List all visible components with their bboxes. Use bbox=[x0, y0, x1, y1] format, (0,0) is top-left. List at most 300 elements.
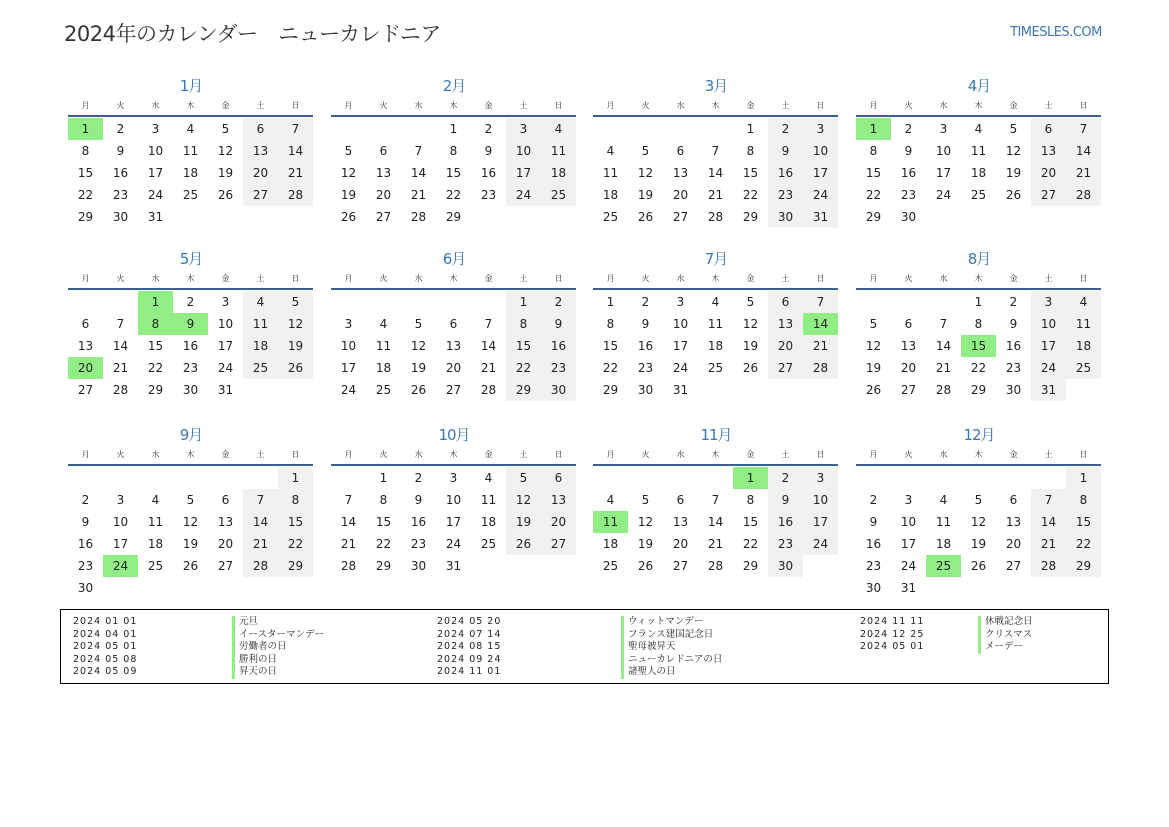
day-cell: 26 bbox=[182, 559, 199, 573]
weekday-label: 金 bbox=[1009, 101, 1018, 110]
day-cell: 15 bbox=[1066, 511, 1101, 533]
weekday-header bbox=[593, 448, 839, 462]
day-cell: 5 bbox=[278, 291, 313, 313]
day-cell: 9 bbox=[414, 493, 423, 507]
day-cell: 13 bbox=[768, 313, 803, 335]
month-3 bbox=[593, 73, 839, 228]
weekday-header bbox=[68, 272, 314, 286]
day-cell: 26 bbox=[742, 361, 759, 375]
weekday-label: 月 bbox=[869, 450, 878, 459]
day-cell: 10 bbox=[147, 144, 164, 158]
weekday-label: 水 bbox=[676, 450, 685, 459]
month-1 bbox=[68, 73, 314, 228]
day-cell: 7 bbox=[484, 317, 493, 331]
empty-cell bbox=[401, 291, 436, 313]
holiday-list bbox=[60, 609, 1109, 684]
day-cell: 5 bbox=[186, 493, 195, 507]
day-cell: 27 bbox=[375, 210, 392, 224]
day-cell: 7 bbox=[278, 118, 313, 140]
weekday-label: 水 bbox=[939, 274, 948, 283]
day-cell: 9 bbox=[768, 489, 803, 511]
weekday-label: 木 bbox=[449, 101, 458, 110]
day-cell: 19 bbox=[278, 335, 313, 357]
day-cell: 26 bbox=[865, 383, 882, 397]
day-cell: 10 bbox=[340, 339, 357, 353]
day-cell: 25 bbox=[375, 383, 392, 397]
day-cell: 26 bbox=[340, 210, 357, 224]
day-cell: 27 bbox=[900, 383, 917, 397]
day-grid bbox=[856, 291, 1102, 401]
day-cell: 31 bbox=[900, 581, 917, 595]
day-cell: 18 bbox=[602, 188, 619, 202]
header-rule bbox=[856, 288, 1101, 290]
day-cell: 28 bbox=[935, 383, 952, 397]
month-title: 7月 bbox=[704, 250, 728, 268]
weekday-label: 月 bbox=[81, 101, 90, 110]
day-cell: 18 bbox=[480, 515, 497, 529]
day-cell: 21 bbox=[707, 537, 724, 551]
day-cell: 19 bbox=[970, 537, 987, 551]
day-grid bbox=[68, 118, 314, 228]
weekday-label: 水 bbox=[939, 101, 948, 110]
day-cell: 22 bbox=[375, 537, 392, 551]
weekday-label: 火 bbox=[116, 450, 125, 459]
empty-cell bbox=[471, 291, 506, 313]
weekday-header bbox=[68, 99, 314, 113]
day-cell: 4 bbox=[606, 493, 615, 507]
day-cell: 30 bbox=[182, 383, 199, 397]
day-cell: 1 bbox=[379, 471, 388, 485]
day-cell: 25 bbox=[602, 210, 619, 224]
day-cell: 12 bbox=[865, 339, 882, 353]
weekday-label: 金 bbox=[221, 101, 230, 110]
weekday-label: 日 bbox=[554, 101, 563, 110]
day-cell: 7 bbox=[803, 291, 838, 313]
header-rule bbox=[68, 464, 313, 466]
holiday-name: 休戦記念日 bbox=[978, 616, 1033, 629]
day-cell: 24 bbox=[672, 361, 689, 375]
day-cell: 13 bbox=[1005, 515, 1022, 529]
day-cell: 8 bbox=[746, 493, 755, 507]
day-cell: 22 bbox=[77, 188, 94, 202]
empty-cell bbox=[856, 291, 891, 313]
weekday-label: 火 bbox=[904, 274, 913, 283]
day-cell: 20 bbox=[541, 511, 576, 533]
day-cell: 24 bbox=[935, 188, 952, 202]
month-7 bbox=[593, 246, 839, 401]
day-cell: 26 bbox=[278, 357, 313, 379]
weekday-header bbox=[856, 99, 1102, 113]
weekday-label: 火 bbox=[379, 101, 388, 110]
day-cell: 14 bbox=[340, 515, 357, 529]
day-cell: 24 bbox=[1031, 357, 1066, 379]
weekday-label: 土 bbox=[256, 274, 265, 283]
day-cell: 11 bbox=[935, 515, 952, 529]
empty-cell bbox=[243, 467, 278, 489]
day-cell: 1 bbox=[746, 122, 755, 136]
day-cell: 11 bbox=[541, 140, 576, 162]
weekday-label: 金 bbox=[484, 274, 493, 283]
day-cell: 18 bbox=[147, 537, 164, 551]
day-cell: 29 bbox=[77, 210, 94, 224]
day-cell: 28 bbox=[243, 555, 278, 577]
day-cell: 12 bbox=[410, 339, 427, 353]
day-cell: 2 bbox=[869, 493, 878, 507]
day-cell: 2 bbox=[414, 471, 423, 485]
day-cell: 25 bbox=[602, 559, 619, 573]
weekday-label: 水 bbox=[414, 450, 423, 459]
day-cell: 25 bbox=[243, 357, 278, 379]
day-cell: 30 bbox=[768, 555, 803, 577]
day-cell: 1 bbox=[974, 295, 983, 309]
day-cell: 25 bbox=[541, 184, 576, 206]
day-cell: 10 bbox=[672, 317, 689, 331]
holiday-column-1-names bbox=[232, 616, 324, 679]
month-11 bbox=[593, 422, 839, 577]
day-cell: 9 bbox=[541, 313, 576, 335]
day-cell: 8 bbox=[606, 317, 615, 331]
day-grid bbox=[331, 118, 577, 228]
day-cell: 24 bbox=[803, 533, 838, 555]
day-cell: 29 bbox=[278, 555, 313, 577]
day-cell: 23 bbox=[480, 188, 497, 202]
day-cell: 8 bbox=[869, 144, 878, 158]
day-cell: 17 bbox=[147, 166, 164, 180]
day-cell: 14 bbox=[112, 339, 129, 353]
day-cell: 21 bbox=[803, 335, 838, 357]
day-cell: 28 bbox=[707, 210, 724, 224]
day-cell: 22 bbox=[278, 533, 313, 555]
day-cell: 7 bbox=[116, 317, 125, 331]
holiday-day-cell: 9 bbox=[173, 313, 208, 335]
header-rule bbox=[331, 115, 576, 117]
day-cell: 13 bbox=[375, 166, 392, 180]
day-cell: 21 bbox=[1031, 533, 1066, 555]
day-cell: 20 bbox=[445, 361, 462, 375]
day-cell: 6 bbox=[904, 317, 913, 331]
day-cell: 25 bbox=[970, 188, 987, 202]
day-cell: 1 bbox=[606, 295, 615, 309]
day-cell: 19 bbox=[1005, 166, 1022, 180]
month-2 bbox=[331, 73, 577, 228]
weekday-header bbox=[331, 448, 577, 462]
holiday-column-2 bbox=[437, 616, 501, 679]
day-cell: 17 bbox=[112, 537, 129, 551]
day-cell: 3 bbox=[676, 295, 685, 309]
day-cell: 13 bbox=[445, 339, 462, 353]
weekday-label: 木 bbox=[711, 450, 720, 459]
weekday-label: 月 bbox=[81, 450, 90, 459]
day-cell: 9 bbox=[1009, 317, 1018, 331]
weekday-label: 火 bbox=[641, 274, 650, 283]
weekday-label: 日 bbox=[554, 274, 563, 283]
day-cell: 15 bbox=[865, 166, 882, 180]
day-cell: 27 bbox=[541, 533, 576, 555]
day-cell: 31 bbox=[445, 559, 462, 573]
day-cell: 3 bbox=[1031, 291, 1066, 313]
day-cell: 20 bbox=[900, 361, 917, 375]
day-cell: 9 bbox=[81, 515, 90, 529]
day-cell: 30 bbox=[900, 210, 917, 224]
day-cell: 10 bbox=[803, 140, 838, 162]
day-cell: 3 bbox=[939, 122, 948, 136]
day-cell: 11 bbox=[602, 166, 619, 180]
day-cell: 3 bbox=[344, 317, 353, 331]
day-cell: 29 bbox=[865, 210, 882, 224]
month-title: 8月 bbox=[967, 250, 991, 268]
empty-cell bbox=[628, 118, 663, 140]
day-cell: 17 bbox=[445, 515, 462, 529]
day-cell: 21 bbox=[278, 162, 313, 184]
empty-cell bbox=[996, 467, 1031, 489]
empty-cell bbox=[891, 291, 926, 313]
weekday-label: 月 bbox=[344, 274, 353, 283]
day-cell: 15 bbox=[742, 515, 759, 529]
weekday-label: 水 bbox=[414, 101, 423, 110]
day-cell: 26 bbox=[410, 383, 427, 397]
empty-cell bbox=[401, 118, 436, 140]
day-cell: 26 bbox=[217, 188, 234, 202]
day-cell: 2 bbox=[186, 295, 195, 309]
day-cell: 5 bbox=[974, 493, 983, 507]
day-cell: 10 bbox=[217, 317, 234, 331]
month-title: 1月 bbox=[179, 77, 203, 95]
weekday-label: 月 bbox=[606, 274, 615, 283]
day-cell: 30 bbox=[112, 210, 129, 224]
day-cell: 23 bbox=[410, 537, 427, 551]
holiday-column-3 bbox=[860, 616, 924, 654]
holiday-date: 2024 11 01 bbox=[437, 666, 502, 677]
weekday-label: 日 bbox=[1079, 274, 1088, 283]
day-cell: 1 bbox=[506, 291, 541, 313]
day-cell: 10 bbox=[935, 144, 952, 158]
day-cell: 13 bbox=[900, 339, 917, 353]
holiday-date: 2024 07 14 bbox=[437, 628, 502, 640]
holiday-name: 勝利の日 bbox=[232, 654, 324, 667]
empty-cell bbox=[436, 291, 471, 313]
day-cell: 9 bbox=[641, 317, 650, 331]
weekday-label: 木 bbox=[974, 101, 983, 110]
day-cell: 3 bbox=[506, 118, 541, 140]
weekday-label: 水 bbox=[151, 274, 160, 283]
weekday-label: 日 bbox=[291, 450, 300, 459]
day-cell: 19 bbox=[865, 361, 882, 375]
holiday-date: 2024 09 24 bbox=[437, 653, 502, 665]
day-cell: 12 bbox=[637, 166, 654, 180]
weekday-label: 月 bbox=[869, 101, 878, 110]
day-cell: 6 bbox=[221, 493, 230, 507]
weekday-label: 火 bbox=[379, 274, 388, 283]
day-cell: 27 bbox=[672, 210, 689, 224]
weekday-header bbox=[68, 448, 314, 462]
day-cell: 19 bbox=[410, 361, 427, 375]
weekday-label: 金 bbox=[221, 450, 230, 459]
day-cell: 6 bbox=[1031, 118, 1066, 140]
day-cell: 5 bbox=[221, 122, 230, 136]
holiday-day-cell: 14 bbox=[803, 313, 838, 335]
month-title: 9月 bbox=[179, 426, 203, 444]
day-cell: 7 bbox=[939, 317, 948, 331]
day-cell: 6 bbox=[449, 317, 458, 331]
day-cell: 24 bbox=[340, 383, 357, 397]
day-cell: 15 bbox=[375, 515, 392, 529]
day-cell: 31 bbox=[672, 383, 689, 397]
day-cell: 27 bbox=[445, 383, 462, 397]
day-cell: 17 bbox=[217, 339, 234, 353]
weekday-label: 金 bbox=[746, 274, 755, 283]
weekday-label: 土 bbox=[781, 274, 790, 283]
day-cell: 22 bbox=[970, 361, 987, 375]
day-cell: 12 bbox=[217, 144, 234, 158]
day-grid bbox=[593, 291, 839, 401]
holiday-day-cell: 25 bbox=[926, 555, 961, 577]
header-rule bbox=[331, 288, 576, 290]
empty-cell bbox=[331, 291, 366, 313]
day-cell: 20 bbox=[243, 162, 278, 184]
weekday-label: 火 bbox=[904, 450, 913, 459]
day-cell: 3 bbox=[221, 295, 230, 309]
day-cell: 14 bbox=[1066, 140, 1101, 162]
day-cell: 13 bbox=[541, 489, 576, 511]
holiday-column-1 bbox=[73, 616, 137, 679]
day-cell: 17 bbox=[506, 162, 541, 184]
weekday-label: 木 bbox=[186, 101, 195, 110]
weekday-label: 土 bbox=[1044, 101, 1053, 110]
day-cell: 16 bbox=[1005, 339, 1022, 353]
day-cell: 5 bbox=[746, 295, 755, 309]
day-cell: 9 bbox=[869, 515, 878, 529]
weekday-label: 水 bbox=[676, 274, 685, 283]
day-grid bbox=[68, 291, 314, 401]
day-cell: 12 bbox=[970, 515, 987, 529]
day-cell: 11 bbox=[707, 317, 724, 331]
day-cell: 5 bbox=[869, 317, 878, 331]
holiday-day-cell: 1 bbox=[856, 118, 891, 140]
holiday-name: イースターマンデー bbox=[232, 629, 324, 642]
weekday-label: 金 bbox=[1009, 274, 1018, 283]
day-cell: 29 bbox=[742, 210, 759, 224]
day-cell: 2 bbox=[81, 493, 90, 507]
day-cell: 2 bbox=[1009, 295, 1018, 309]
month-title: 6月 bbox=[442, 250, 466, 268]
day-cell: 31 bbox=[217, 383, 234, 397]
day-cell: 23 bbox=[768, 184, 803, 206]
empty-cell bbox=[68, 467, 103, 489]
weekday-label: 日 bbox=[291, 274, 300, 283]
day-cell: 29 bbox=[147, 383, 164, 397]
day-cell: 7 bbox=[1066, 118, 1101, 140]
day-cell: 4 bbox=[243, 291, 278, 313]
empty-cell bbox=[366, 291, 401, 313]
day-cell: 30 bbox=[77, 581, 94, 595]
empty-cell bbox=[698, 118, 733, 140]
day-cell: 12 bbox=[506, 489, 541, 511]
day-cell: 17 bbox=[803, 511, 838, 533]
day-cell: 6 bbox=[541, 467, 576, 489]
day-cell: 28 bbox=[112, 383, 129, 397]
weekday-label: 月 bbox=[869, 274, 878, 283]
weekday-label: 金 bbox=[746, 101, 755, 110]
day-cell: 12 bbox=[742, 317, 759, 331]
holiday-name: メーデー bbox=[978, 641, 1033, 654]
day-cell: 19 bbox=[340, 188, 357, 202]
day-cell: 6 bbox=[243, 118, 278, 140]
weekday-label: 土 bbox=[1044, 450, 1053, 459]
day-cell: 18 bbox=[375, 361, 392, 375]
day-grid bbox=[593, 467, 839, 577]
weekday-label: 月 bbox=[81, 274, 90, 283]
day-cell: 22 bbox=[1066, 533, 1101, 555]
day-cell: 29 bbox=[1066, 555, 1101, 577]
day-cell: 17 bbox=[935, 166, 952, 180]
day-cell: 9 bbox=[484, 144, 493, 158]
day-cell: 30 bbox=[541, 379, 576, 401]
day-cell: 12 bbox=[182, 515, 199, 529]
day-cell: 13 bbox=[243, 140, 278, 162]
empty-cell bbox=[926, 467, 961, 489]
day-cell: 19 bbox=[637, 537, 654, 551]
weekday-header bbox=[331, 99, 577, 113]
holiday-day-cell: 8 bbox=[138, 313, 173, 335]
day-cell: 7 bbox=[414, 144, 423, 158]
weekday-label: 水 bbox=[151, 450, 160, 459]
empty-cell bbox=[926, 291, 961, 313]
day-cell: 20 bbox=[1005, 537, 1022, 551]
empty-cell bbox=[593, 118, 628, 140]
weekday-label: 日 bbox=[291, 101, 300, 110]
site-logo[interactable]: TIMESLES.COM bbox=[1010, 25, 1102, 40]
header-rule bbox=[593, 288, 838, 290]
weekday-label: 土 bbox=[519, 101, 528, 110]
day-cell: 26 bbox=[970, 559, 987, 573]
day-cell: 28 bbox=[480, 383, 497, 397]
holiday-date: 2024 08 15 bbox=[437, 641, 502, 652]
empty-cell bbox=[138, 467, 173, 489]
weekday-label: 水 bbox=[939, 450, 948, 459]
day-cell: 16 bbox=[480, 166, 497, 180]
day-cell: 11 bbox=[182, 144, 199, 158]
weekday-label: 木 bbox=[974, 450, 983, 459]
header-rule bbox=[856, 464, 1101, 466]
day-cell: 15 bbox=[77, 166, 94, 180]
day-cell: 6 bbox=[676, 493, 685, 507]
day-grid bbox=[331, 467, 577, 577]
day-cell: 22 bbox=[445, 188, 462, 202]
month-title: 11月 bbox=[700, 426, 732, 444]
weekday-label: 金 bbox=[746, 450, 755, 459]
empty-cell bbox=[208, 467, 243, 489]
day-cell: 15 bbox=[445, 166, 462, 180]
day-cell: 30 bbox=[1005, 383, 1022, 397]
day-cell: 5 bbox=[506, 467, 541, 489]
holiday-column-2-names bbox=[621, 616, 722, 679]
holiday-date: 2024 01 01 bbox=[73, 616, 138, 627]
day-cell: 4 bbox=[1066, 291, 1101, 313]
month-10 bbox=[331, 422, 577, 577]
day-cell: 22 bbox=[147, 361, 164, 375]
day-cell: 16 bbox=[182, 339, 199, 353]
day-cell: 29 bbox=[506, 379, 541, 401]
empty-cell bbox=[891, 467, 926, 489]
day-cell: 5 bbox=[641, 493, 650, 507]
day-cell: 23 bbox=[1005, 361, 1022, 375]
day-cell: 27 bbox=[77, 383, 94, 397]
day-cell: 14 bbox=[935, 339, 952, 353]
weekday-label: 金 bbox=[1009, 450, 1018, 459]
day-cell: 27 bbox=[672, 559, 689, 573]
holiday-date: 2024 04 01 bbox=[73, 628, 138, 640]
weekday-label: 木 bbox=[974, 274, 983, 283]
